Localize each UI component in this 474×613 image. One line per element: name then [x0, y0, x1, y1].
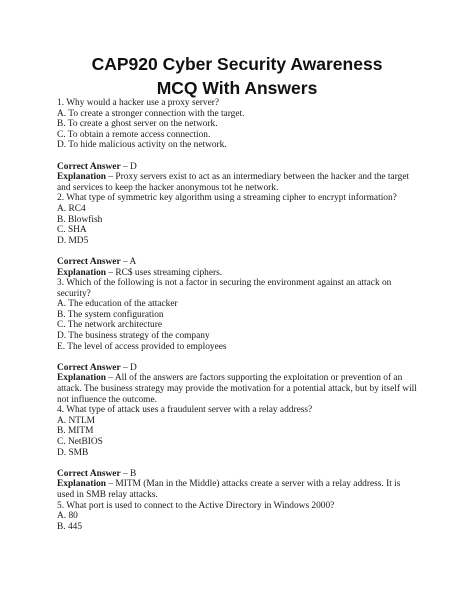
- question-text: 5. What port is used to connect to the Active Directory in Windows 2000?: [57, 500, 335, 511]
- correct-answer: [57, 363, 417, 374]
- correct-answer: [57, 257, 417, 268]
- answer-letter: A: [129, 256, 137, 267]
- correct-answer-label: Correct Answer: [57, 256, 121, 267]
- explanation: [57, 172, 417, 193]
- option: A. 80: [57, 511, 78, 522]
- dash: –: [105, 267, 116, 278]
- option: B. The system configuration: [57, 309, 164, 320]
- correct-answer-label: Correct Answer: [57, 161, 121, 172]
- question-text: 2. What type of symmetric key algorithm using a streaming cipher to encrypt information?: [57, 193, 397, 204]
- document-body: [57, 98, 417, 532]
- explanation-text: RC$ uses streaming ciphers.: [115, 267, 223, 278]
- dash: –: [120, 468, 130, 479]
- option: C. The network architecture: [57, 320, 162, 331]
- option: C. SHA: [57, 225, 87, 236]
- correct-answer: [57, 162, 417, 173]
- explanation-label: Explanation: [57, 172, 106, 183]
- option: D. MD5: [57, 235, 89, 246]
- correct-answer: [57, 469, 417, 480]
- option: C. To obtain a remote access connection.: [57, 129, 211, 140]
- question-text: 3. Which of the following is not a factor in securing the environment against an attack on security?: [57, 278, 392, 299]
- explanation-text: Proxy servers exist to act as an intermediary between the hacker and the target and services to keep the hacker anonymous tot he network.: [57, 172, 410, 193]
- dash: –: [105, 479, 116, 490]
- explanation: [57, 268, 417, 279]
- explanation: [57, 373, 417, 405]
- explanation-label: Explanation: [57, 373, 106, 384]
- option: B. MITM: [57, 426, 94, 437]
- dash: –: [105, 373, 115, 384]
- dash: –: [120, 161, 130, 172]
- explanation-label: Explanation: [57, 267, 106, 278]
- option: B. Blowfish: [57, 214, 103, 225]
- explanation-text: MITM (Man in the Middle) attacks create a server with a relay address. It is used in SMB relay attacks.: [57, 479, 401, 500]
- option: A. To create a stronger connection with the target.: [57, 108, 245, 119]
- question-text: 4. What type of attack uses a fraudulent server with a relay address?: [57, 405, 313, 416]
- correct-answer-label: Correct Answer: [57, 362, 121, 373]
- option: E. The level of access provided to employees: [57, 341, 227, 352]
- title-block: [0, 52, 474, 100]
- option: A. The education of the attacker: [57, 299, 178, 310]
- explanation: [57, 479, 417, 500]
- option: D. To hide malicious activity on the network.: [57, 140, 227, 151]
- answer-letter: D: [129, 161, 137, 172]
- dash: –: [120, 362, 130, 373]
- option: A. NTLM: [57, 415, 96, 426]
- option: D. SMB: [57, 447, 89, 458]
- document-subtitle: MCQ With Answers: [156, 78, 318, 98]
- option: C. NetBIOS: [57, 437, 103, 447]
- option: B. To create a ghost server on the network.: [57, 119, 218, 130]
- explanation-label: Explanation: [57, 479, 106, 490]
- dash: –: [105, 172, 116, 183]
- answer-letter: D: [129, 362, 137, 373]
- answer-letter: B: [129, 468, 137, 479]
- option: D. The business strategy of the company: [57, 331, 210, 342]
- dash: –: [120, 256, 130, 267]
- correct-answer-label: Correct Answer: [57, 468, 121, 479]
- option: B. 445: [57, 521, 83, 532]
- option: A. RC4: [57, 203, 86, 214]
- question-text: 1. Why would a hacker use a proxy server?: [57, 98, 220, 108]
- explanation-text: All of the answers are factors supporting the exploitation or prevention of an attack. The business strategy may provide the motivation for a potential attack, but by itself will not influence the outcome.: [57, 373, 417, 405]
- document-title: CAP920 Cyber Security Awareness: [91, 54, 383, 74]
